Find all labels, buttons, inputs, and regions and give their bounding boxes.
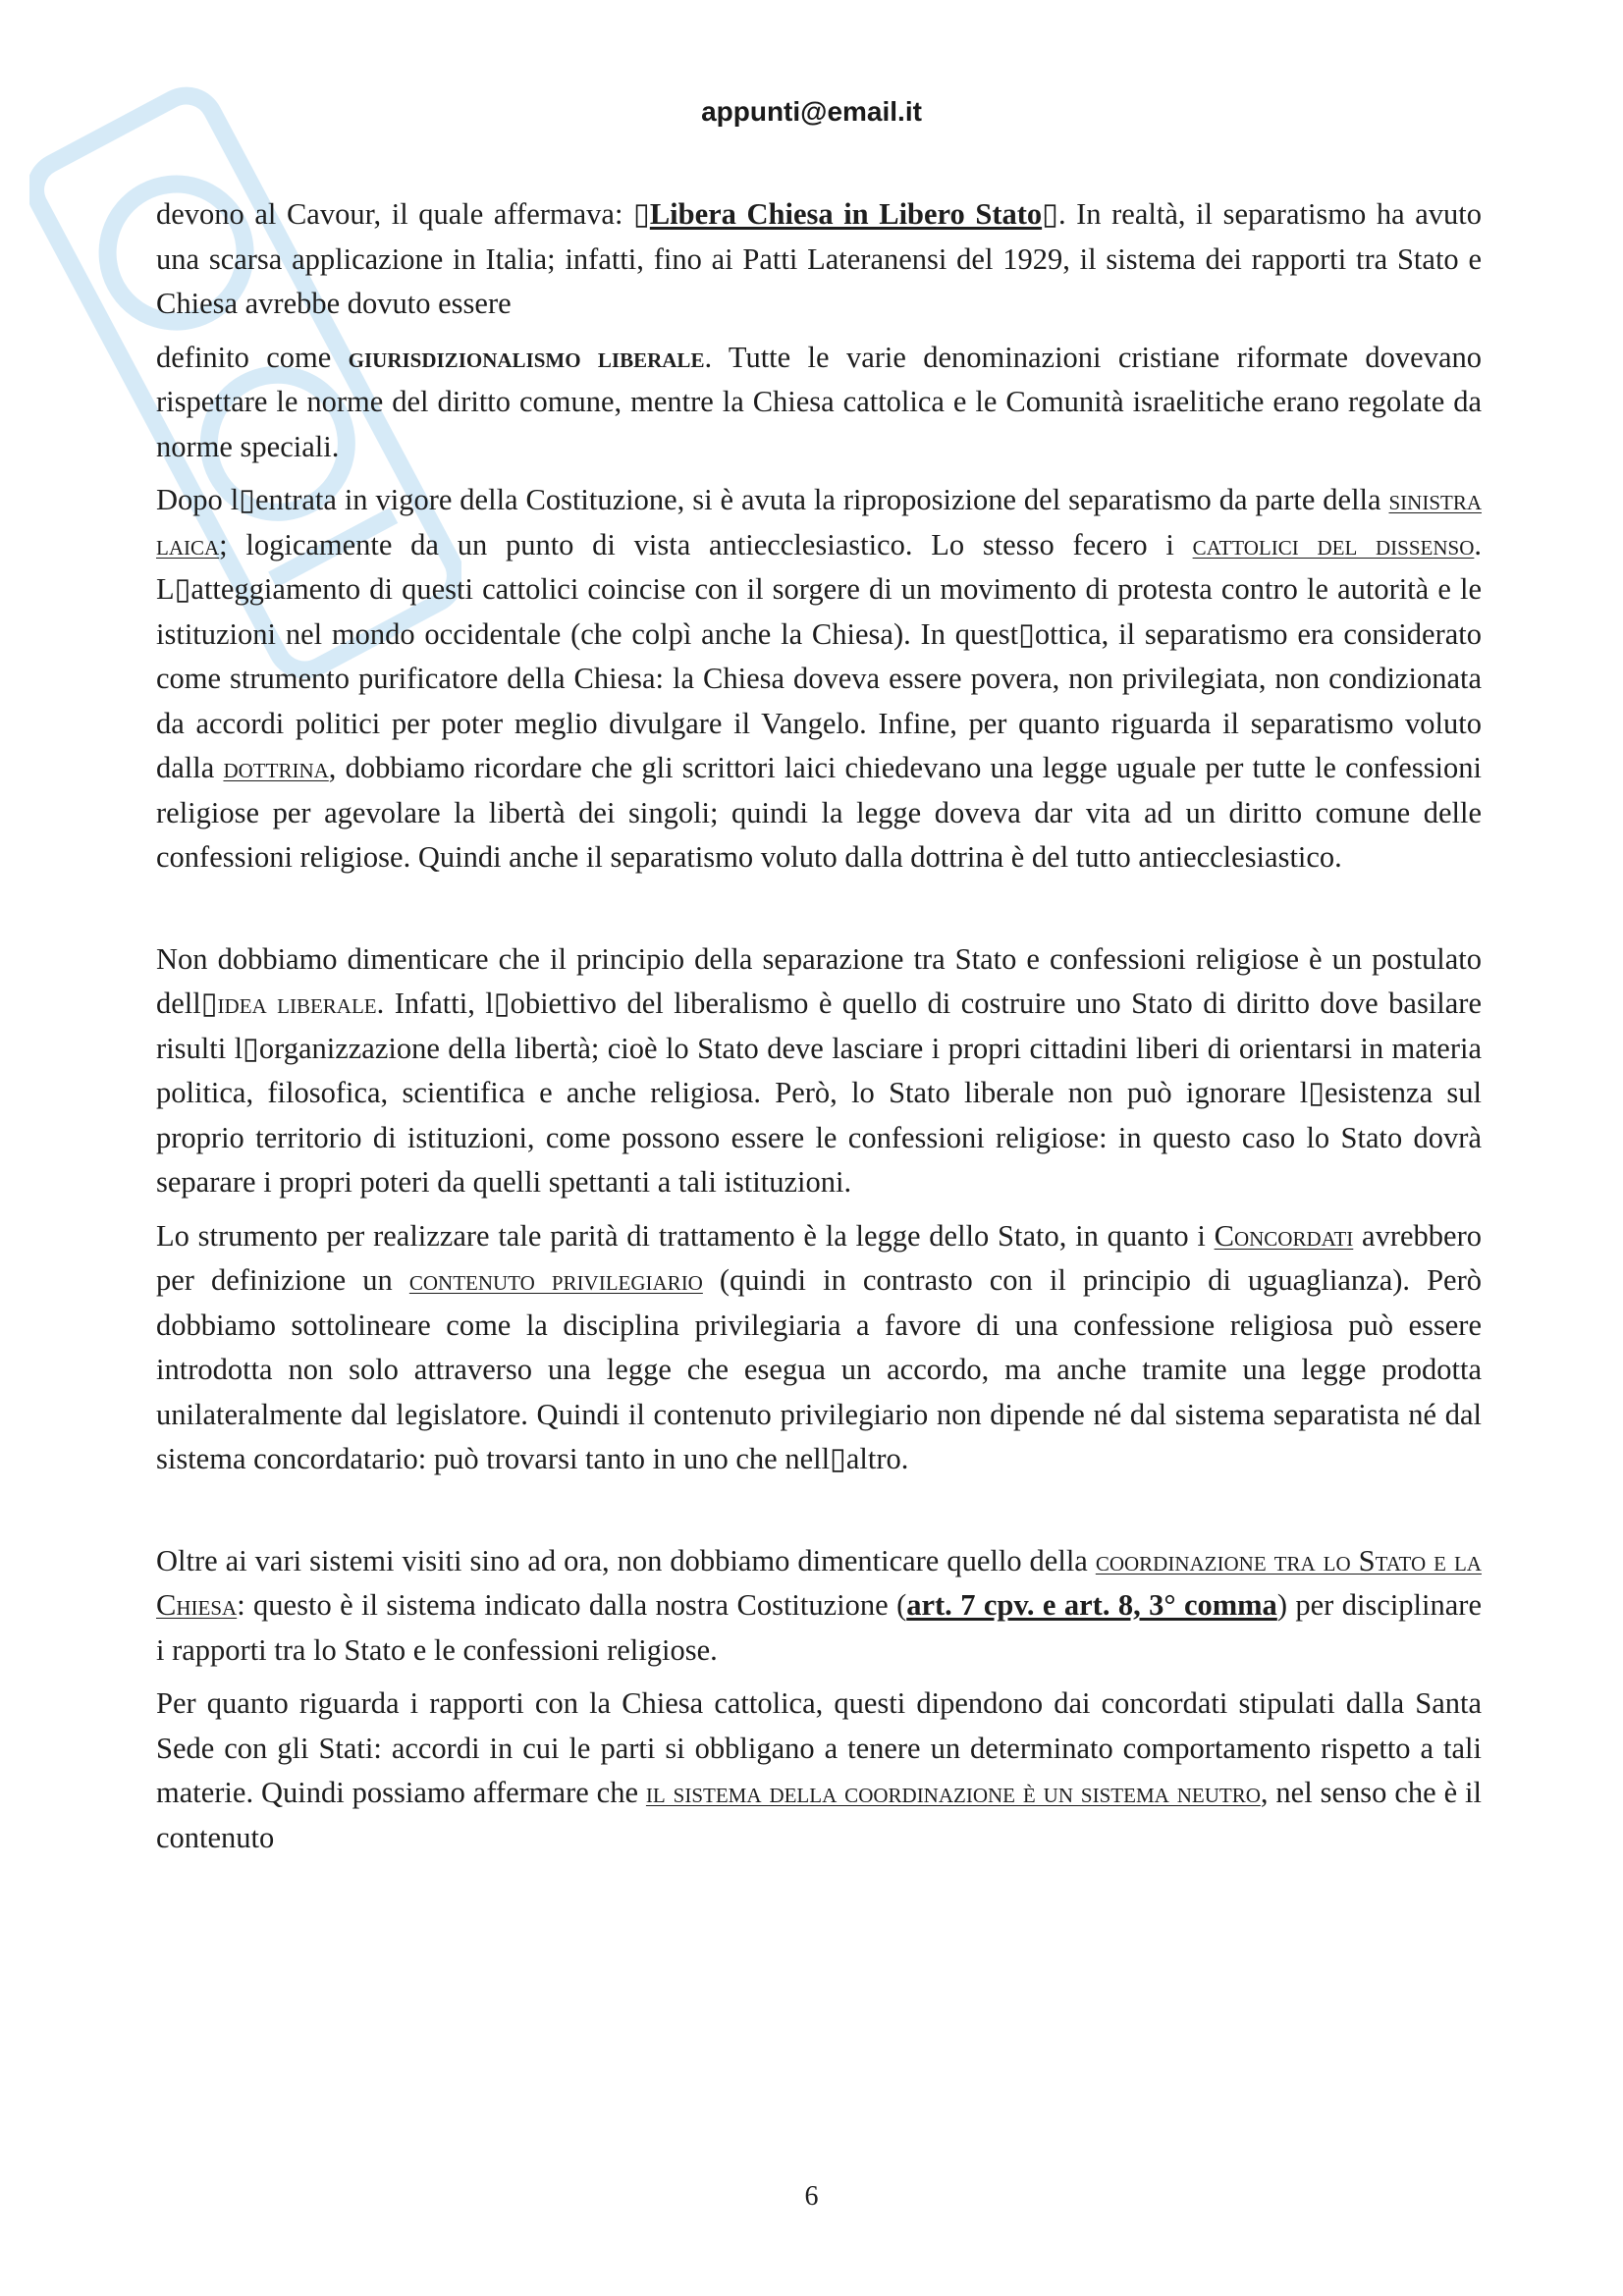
paragraph: Lo strumento per realizzare tale parità di trattamento è la legge dello Stato, in quanto i Concordati avrebbero per definizione un contenuto privilegiario (quindi in contrasto con il principio di uguaglianza). Però dobbiamo sottolineare come la disciplina privilegiaria a favore di una confessione religiosa può essere introdotta non solo attraverso una legge che esegua un accordo, ma anche tramite una legge prodotta unilateralmente dal legislatore. Quindi il contenuto privilegiario non dipende né dal sistema separatista né dal sistema concordatario: può trovarsi tanto in uno che nell▯altro. — [156, 1218, 1482, 1475]
paragraph: Oltre ai vari sistemi visiti sino ad ora, non dobbiamo dimenticare quello della coordinazione tra lo Stato e la Chiesa: questo è il sistema indicato dalla nostra Costituzione (art. 7 cpv. e art. 8, 3° comma) per disciplinare i rapporti tra lo Stato e le confessioni religiose. — [156, 1543, 1482, 1667]
header-email: appunti@email.it — [701, 96, 922, 127]
term-giurisdizionalismo: giurisdizionalismo liberale — [348, 340, 705, 374]
page-number: 6 — [804, 2181, 819, 2212]
term-sistema-neutro: il sistema della coordinazione è un sistema neutro — [645, 1776, 1261, 1809]
term-coordinazione: coordinazione tra lo Stato e la Chiesa — [156, 1543, 1482, 1622]
paragraph: Non dobbiamo dimenticare che il principio della separazione tra Stato e confessioni religiose è un postulato dell▯idea liberale. Infatti, l▯obiettivo del liberalismo è quello di costruire uno Stato di diritto dove basilare risulti l▯organizzazione della libertà; cioè lo Stato deve lasciare i propri cittadini liberi di orientarsi in materia politica, filosofica, scientifica e anche religiosa. Però, lo Stato liberale non può ignorare l▯esistenza sul proprio territorio di istituzioni, come possono essere le confessioni religiose: in questo caso lo Stato dovrà separare i propri poteri da quelli spettanti a tali istituzioni. — [156, 941, 1482, 1199]
term-idea-liberale: idea liberale — [217, 987, 377, 1020]
term-contenuto-privilegiario: contenuto privilegiario — [408, 1263, 703, 1297]
term-dottrina: dottrina — [223, 751, 329, 784]
term-sinistra-laica: sinistra laica — [156, 483, 1482, 561]
paragraph: Per quanto riguarda i rapporti con la Chiesa cattolica, questi dipendono dai concordati stipulati dalla Santa Sede con gli Stati: accordi in cui le parti si obbligano a tenere un determinato comportamento rispetto a tali materie. Quindi possiamo affermare che il sistema della coordinazione è un sistema neutro, nel senso che è il contenuto — [156, 1686, 1482, 1854]
document-body — [156, 192, 1482, 1869]
quote-libera-chiesa: Libera Chiesa in Libero Stato — [649, 197, 1043, 231]
paragraph: devono al Cavour, il quale affermava: ▯Libera Chiesa in Libero Stato▯. In realtà, il separatismo ha avuto una scarsa applicazione in Italia; infatti, fino ai Patti Lateranensi del 1929, il sistema dei rapporti tra Stato e Chiesa avrebbe dovuto essere — [156, 197, 1482, 320]
paragraph: definito come giurisdizionalismo liberale. Tutte le varie denominazioni cristiane riformate dovevano rispettare le norme del diritto comune, mentre la Chiesa cattolica e le Comunità israelitiche erano regolate da norme speciali. — [156, 340, 1482, 463]
reference-articles: art. 7 cpv. e art. 8, 3° comma — [906, 1588, 1277, 1622]
term-concordati: Concordati — [1214, 1218, 1354, 1253]
term-cattolici-dissenso: cattolici del dissenso — [1192, 527, 1475, 561]
paragraph: Dopo l▯entrata in vigore della Costituzione, si è avuta la riproposizione del separatismo da parte della sinistra laica; logicamente da un punto di vista antiecclesiastico. Lo stesso fecero i cattolici del dissenso. L▯atteggiamento di questi cattolici coincise con il sorgere di un movimento di protesta contro le autorità e le istituzioni nel mondo occidentale (che colpì anche la Chiesa). In quest▯ottica, il separatismo era considerato come strumento purificatore della Chiesa: la Chiesa doveva essere povera, non privilegiata, non condizionata da accordi politici per poter meglio divulgare il Vangelo. Infine, per quanto riguarda il separatismo voluto dalla dottrina, dobbiamo ricordare che gli scrittori laici chiedevano una legge uguale per tutte le confessioni religiose per agevolare la libertà dei singoli; quindi la legge doveva dar vita ad un diritto comune delle confessioni religiose. Quindi anche il separatismo voluto dalla dottrina è del tutto antiecclesiastico. — [156, 483, 1482, 874]
